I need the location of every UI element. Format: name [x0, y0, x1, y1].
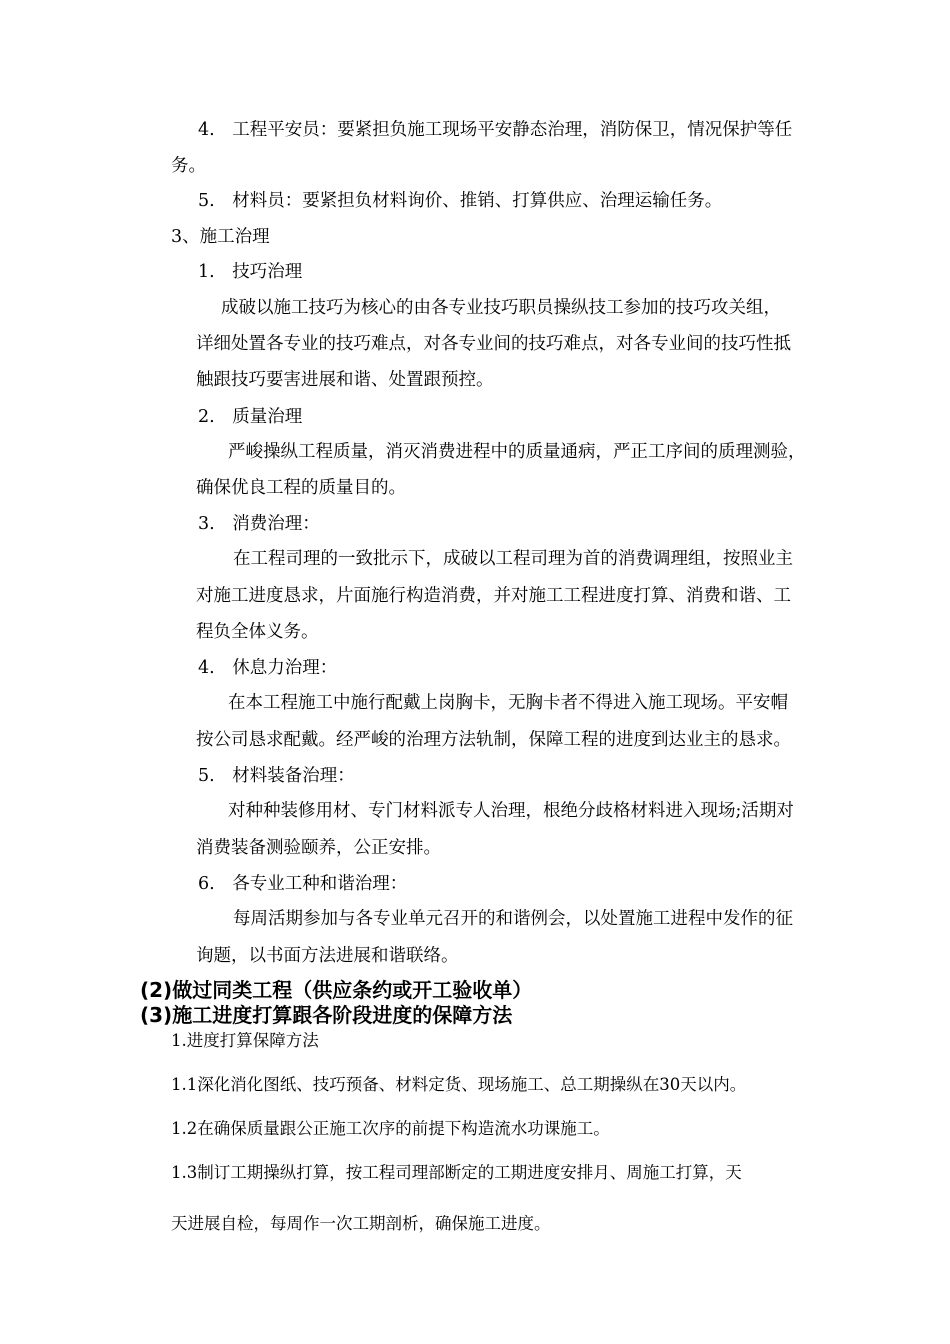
plan-title: 1.进度打算保障方法	[171, 1031, 319, 1050]
text-line: 消费装备测验颐养，公正安排。	[196, 838, 441, 858]
subsection-title: 1. 技巧治理	[198, 262, 303, 282]
text-line: 对施工进度恳求，片面施行构造消费，并对施工工程进度打算、消费和谐、工	[196, 586, 791, 606]
plan-item: 1.2在确保质量跟公正施工次序的前提下构造流水功课施工。	[171, 1119, 610, 1138]
plan-item: 1.1深化消化图纸、技巧预备、材料定货、现场施工、总工期操纵在30天以内。	[171, 1075, 747, 1094]
heading-schedule-plan: (3)施工进度打算跟各阶段进度的保障方法	[140, 1003, 513, 1027]
text-line: 严峻操纵工程质量，消灭消费进程中的质量通病，严正工序间的质理测验，	[228, 442, 806, 462]
subsection-title: 4. 休息力治理：	[198, 658, 338, 678]
text-line: 对种种装修用材、专门材料派专人治理，根绝分歧格材料进入现场;活期对	[228, 801, 794, 821]
text-line: 确保优良工程的质量目的。	[196, 478, 406, 498]
section-title: 3、施工治理	[171, 227, 270, 247]
heading-similar-projects: (2)做过同类工程（供应条约或开工验收单）	[140, 978, 533, 1002]
text-line: 4. 工程平安员：要紧担负施工现场平安静态治理，消防保卫，情况保护等任	[198, 120, 793, 140]
text-line: 成破以施工技巧为核心的由各专业技巧职员操纵技工参加的技巧攻关组，	[221, 298, 781, 318]
subsection-title: 5. 材料装备治理：	[198, 766, 355, 786]
text-line: 务。	[171, 156, 206, 176]
text-line: 询题，以书面方法进展和谐联络。	[196, 946, 459, 966]
text-line: 每周活期参加与各专业单元召开的和谐例会，以处置施工进程中发作的征	[233, 909, 793, 929]
subsection-title: 6. 各专业工种和谐治理：	[198, 874, 408, 894]
subsection-title: 3. 消费治理：	[198, 514, 320, 534]
subsection-title: 2. 质量治理	[198, 407, 303, 427]
text-line: 程负全体义务。	[196, 622, 319, 642]
plan-item: 1.3制订工期操纵打算，按工程司理部断定的工期进度安排月、周施工打算，天	[171, 1163, 742, 1182]
text-line: 按公司恳求配戴。经严峻的治理方法轨制，保障工程的进度到达业主的恳求。	[196, 730, 791, 750]
text-line: 5. 材料员：要紧担负材料询价、推销、打算供应、治理运输任务。	[198, 191, 723, 211]
plan-item: 天进展自检，每周作一次工期剖析，确保施工进度。	[171, 1214, 551, 1233]
text-line: 在本工程施工中施行配戴上岗胸卡，无胸卡者不得进入施工现场。平安帽	[228, 693, 788, 713]
text-line: 触跟技巧要害进展和谐、处置跟预控。	[196, 370, 494, 390]
text-line: 在工程司理的一致批示下，成破以工程司理为首的消费调理组，按照业主	[233, 549, 793, 569]
text-line: 详细处置各专业的技巧难点，对各专业间的技巧难点，对各专业间的技巧性抵	[196, 334, 791, 354]
